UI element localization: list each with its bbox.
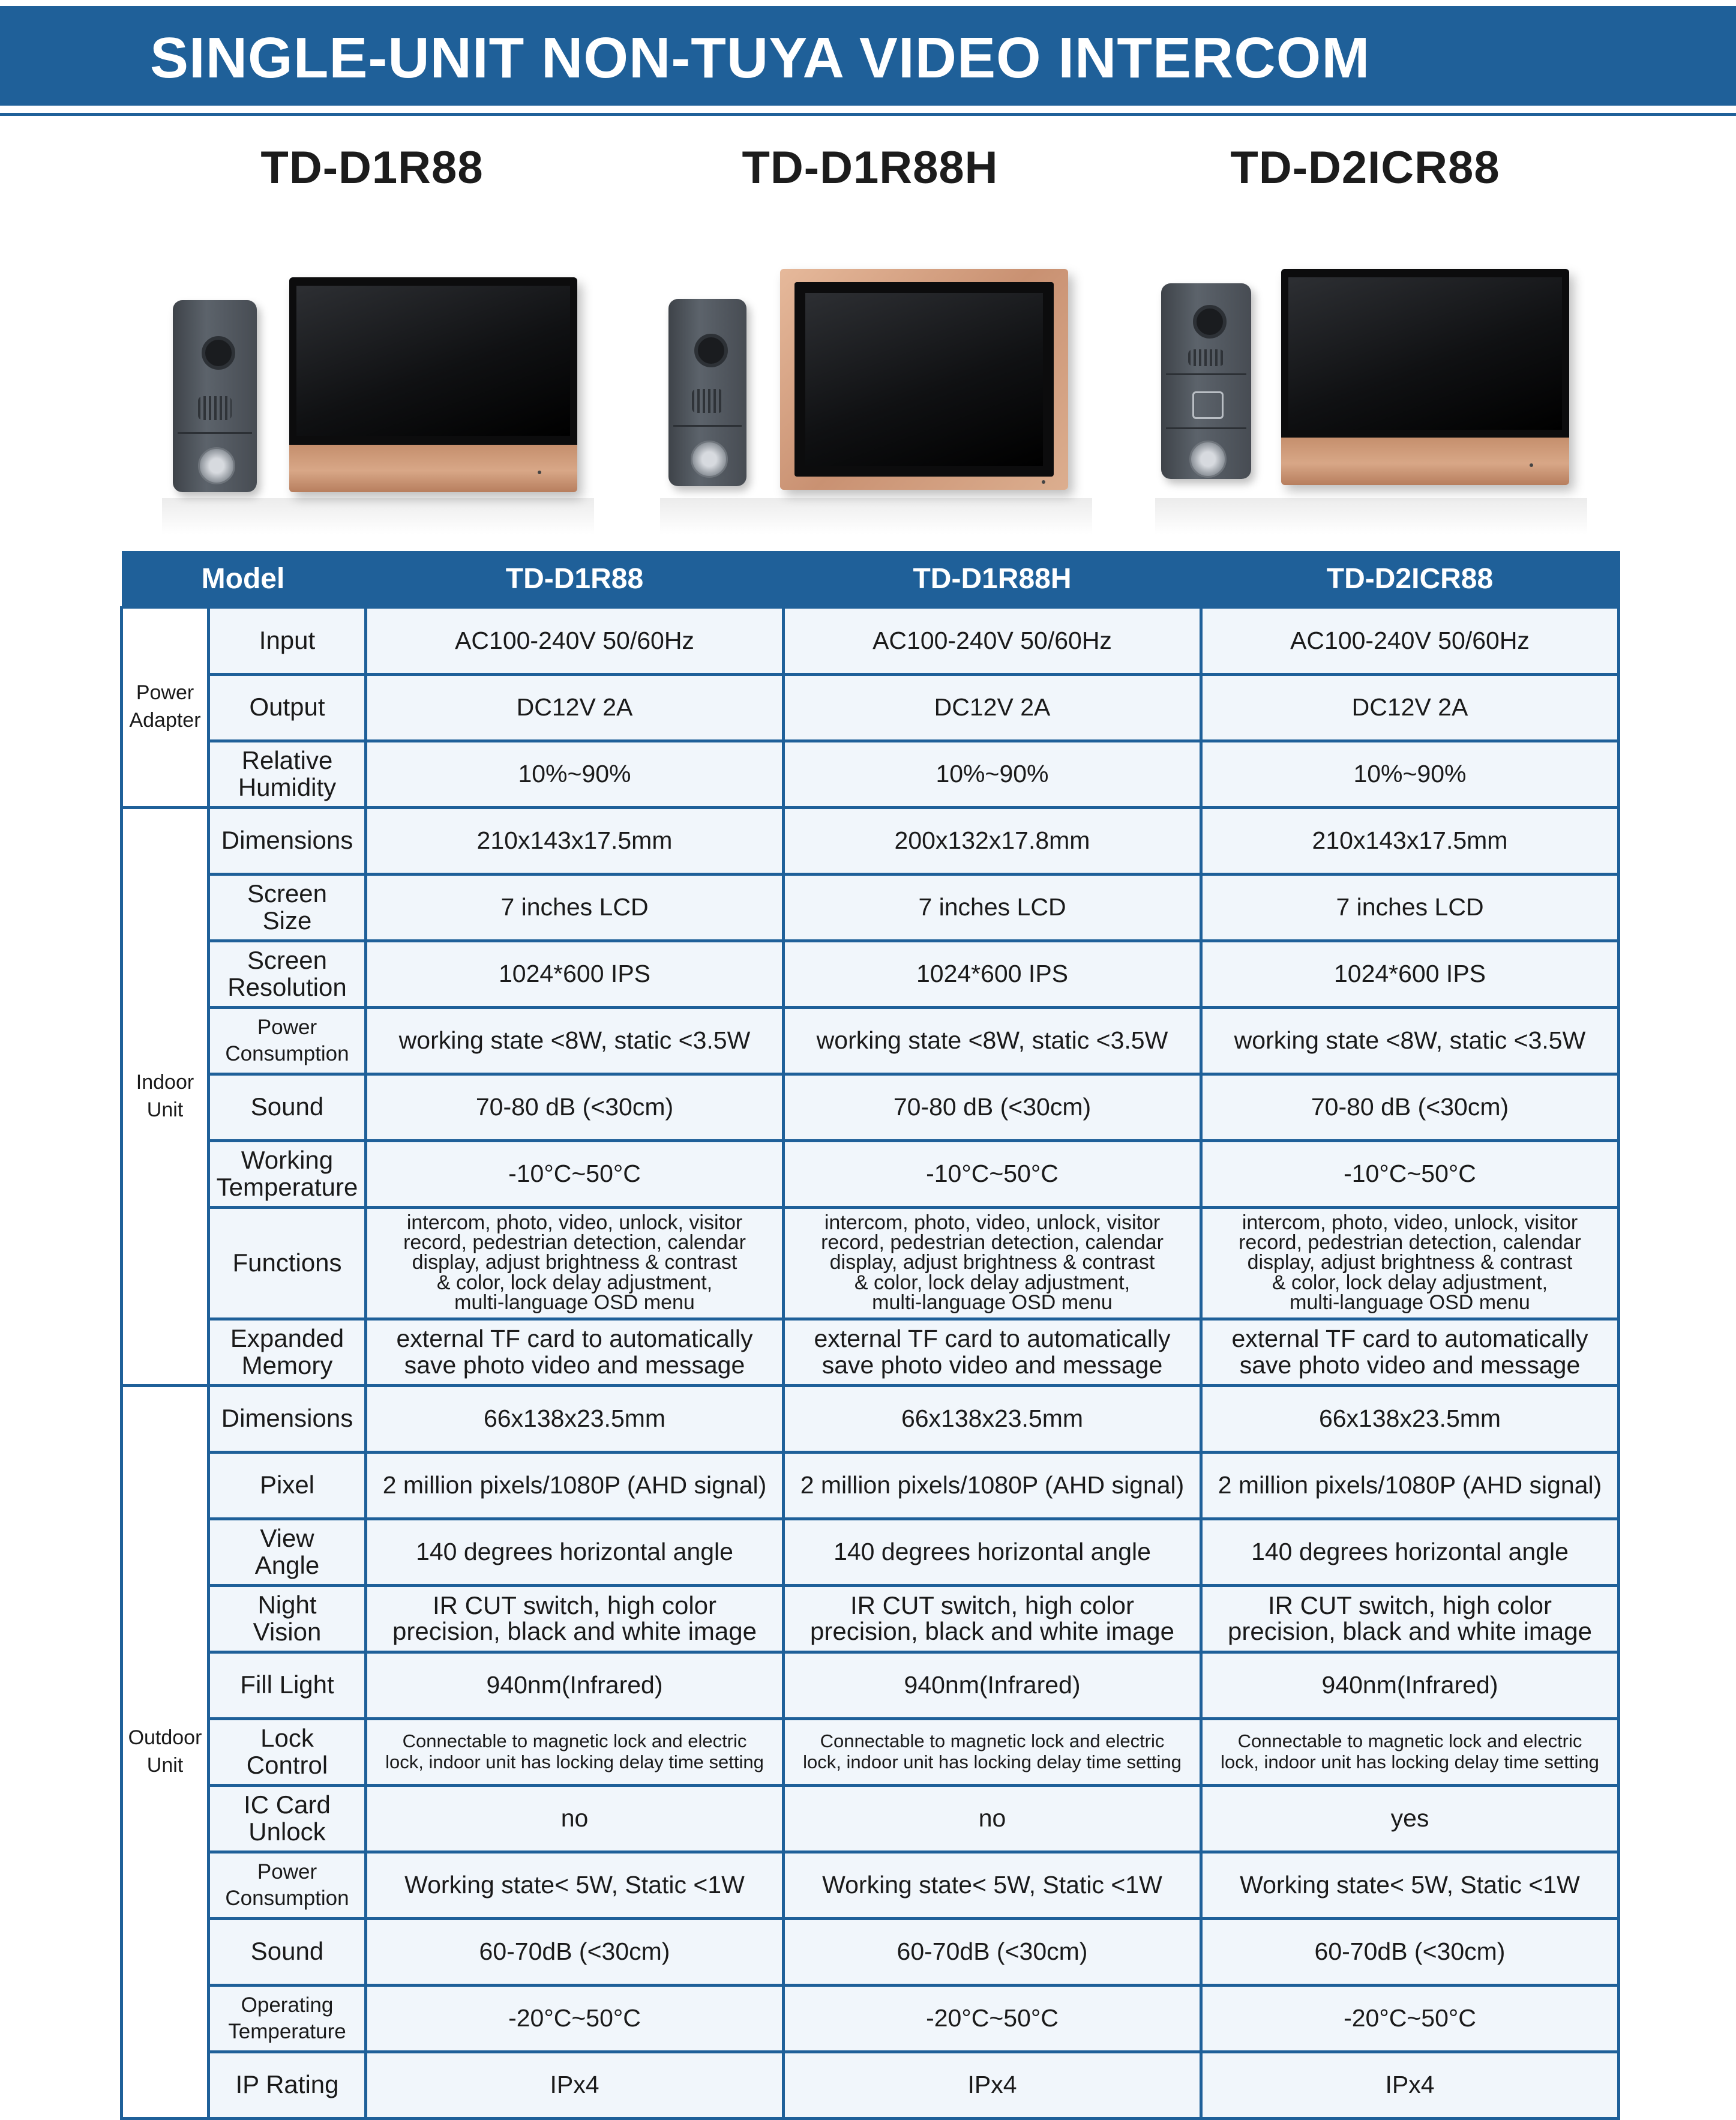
- table-cell: 70-80 dB (<30cm): [366, 1074, 784, 1140]
- table-cell: Working state< 5W, Static <1W: [784, 1852, 1201, 1918]
- table-cell: IR CUT switch, high color precision, black and white image: [366, 1585, 784, 1652]
- param-label: Sound: [209, 1918, 366, 1985]
- param-label: Operating Temperature: [209, 1985, 366, 2052]
- table-cell: working state <8W, static <3.5W: [366, 1007, 784, 1074]
- table-cell: 70-80 dB (<30cm): [784, 1074, 1201, 1140]
- table-cell: 210x143x17.5mm: [1201, 807, 1619, 874]
- table-row: [122, 874, 1619, 941]
- table-row: [122, 1452, 1619, 1519]
- call-button-icon: [198, 447, 235, 484]
- table-cell: 66x138x23.5mm: [366, 1385, 784, 1452]
- column-header: TD-D2ICR88: [1201, 551, 1619, 607]
- indoor-monitor: [780, 269, 1068, 490]
- table-cell: 1024*600 IPS: [1201, 941, 1619, 1007]
- table-cell: Working state< 5W, Static <1W: [366, 1852, 784, 1918]
- param-label: Dimensions: [209, 807, 366, 874]
- table-cell: -20°C~50°C: [1201, 1985, 1619, 2052]
- param-label: View Angle: [209, 1519, 366, 1585]
- param-label: Screen Size: [209, 874, 366, 941]
- column-header: TD-D1R88H: [784, 551, 1201, 607]
- table-row: [122, 1652, 1619, 1718]
- table-cell: 2 million pixels/1080P (AHD signal): [1201, 1452, 1619, 1519]
- product-image-3: [1155, 252, 1587, 534]
- param-label: Output: [209, 674, 366, 741]
- table-cell: Connectable to magnetic lock and electric lock, indoor unit has locking delay time setting: [1201, 1718, 1619, 1785]
- table-row: [122, 1140, 1619, 1207]
- table-cell: 60-70dB (<30cm): [1201, 1918, 1619, 1985]
- table-cell: 940nm(Infrared): [784, 1652, 1201, 1718]
- table-cell: external TF card to automatically save photo video and message: [366, 1319, 784, 1385]
- table-cell: 200x132x17.8mm: [784, 807, 1201, 874]
- table-cell: 60-70dB (<30cm): [784, 1918, 1201, 1985]
- table-cell: 10%~90%: [366, 741, 784, 807]
- param-label: Relative Humidity: [209, 741, 366, 807]
- table-cell: 66x138x23.5mm: [784, 1385, 1201, 1452]
- table-row: [122, 741, 1619, 807]
- table-cell: 2 million pixels/1080P (AHD signal): [366, 1452, 784, 1519]
- call-button-icon: [1189, 441, 1227, 478]
- table-cell: -10°C~50°C: [366, 1140, 784, 1207]
- table-row: [122, 1385, 1619, 1452]
- table-cell: 66x138x23.5mm: [1201, 1385, 1619, 1452]
- group-label: Power Adapter: [122, 607, 209, 807]
- call-button-icon: [691, 441, 728, 478]
- table-cell: 10%~90%: [1201, 741, 1619, 807]
- table-cell: -20°C~50°C: [366, 1985, 784, 2052]
- table-cell: 70-80 dB (<30cm): [1201, 1074, 1619, 1140]
- table-cell: 940nm(Infrared): [1201, 1652, 1619, 1718]
- table-cell: Connectable to magnetic lock and electric lock, indoor unit has locking delay time setting: [366, 1718, 784, 1785]
- table-row: [122, 941, 1619, 1007]
- page-title: SINGLE-UNIT NON-TUYA VIDEO INTERCOM: [150, 26, 1371, 90]
- param-label: Sound: [209, 1074, 366, 1140]
- table-cell: intercom, photo, video, unlock, visitor record, pedestrian detection, calendar display, adjust brightness & contrast & color, lock delay adjustment, multi-language OSD menu: [1201, 1207, 1619, 1319]
- table-row: [122, 1718, 1619, 1785]
- table-header-row: [122, 551, 1619, 607]
- camera-icon: [1193, 305, 1227, 339]
- table-row: [122, 1007, 1619, 1074]
- table-cell: external TF card to automatically save photo video and message: [784, 1319, 1201, 1385]
- table-cell: 1024*600 IPS: [784, 941, 1201, 1007]
- param-label: Night Vision: [209, 1585, 366, 1652]
- table-cell: no: [366, 1785, 784, 1852]
- table-cell: DC12V 2A: [1201, 674, 1619, 741]
- table-cell: AC100-240V 50/60Hz: [366, 607, 784, 674]
- indoor-monitor: [1281, 269, 1569, 485]
- table-cell: IPx4: [1201, 2052, 1619, 2118]
- param-label: Fill Light: [209, 1652, 366, 1718]
- table-cell: 210x143x17.5mm: [366, 807, 784, 874]
- table-cell: 10%~90%: [784, 741, 1201, 807]
- table-cell: Connectable to magnetic lock and electric lock, indoor unit has locking delay time setting: [784, 1718, 1201, 1785]
- table-cell: -20°C~50°C: [784, 1985, 1201, 2052]
- group-label: Outdoor Unit: [122, 1385, 209, 2118]
- table-row: [122, 1985, 1619, 2052]
- param-label: IP Rating: [209, 2052, 366, 2118]
- table-cell: intercom, photo, video, unlock, visitor record, pedestrian detection, calendar display, adjust brightness & contrast & color, lock delay adjustment, multi-language OSD menu: [784, 1207, 1201, 1319]
- param-label: Pixel: [209, 1452, 366, 1519]
- table-cell: working state <8W, static <3.5W: [1201, 1007, 1619, 1074]
- product-title-3: TD-D2ICR88: [1230, 142, 1500, 193]
- table-cell: 7 inches LCD: [1201, 874, 1619, 941]
- param-label: IC Card Unlock: [209, 1785, 366, 1852]
- product-image-2: [660, 252, 1092, 534]
- group-label: Indoor Unit: [122, 807, 209, 1385]
- table-cell: -10°C~50°C: [784, 1140, 1201, 1207]
- column-header: TD-D1R88: [366, 551, 784, 607]
- table-cell: no: [784, 1785, 1201, 1852]
- card-reader-icon: [1192, 391, 1224, 419]
- product-image-1: [162, 252, 594, 534]
- table-row: [122, 607, 1619, 674]
- table-cell: 140 degrees horizontal angle: [366, 1519, 784, 1585]
- product-title-2: TD-D1R88H: [742, 142, 999, 193]
- title-banner: [0, 6, 1736, 106]
- param-label: Lock Control: [209, 1718, 366, 1785]
- table-row: [122, 2052, 1619, 2118]
- table-row: [122, 1852, 1619, 1918]
- table-cell: 140 degrees horizontal angle: [784, 1519, 1201, 1585]
- table-row: [122, 807, 1619, 874]
- table-row: [122, 1519, 1619, 1585]
- camera-icon: [694, 334, 728, 367]
- param-label: Screen Resolution: [209, 941, 366, 1007]
- table-cell: -10°C~50°C: [1201, 1140, 1619, 1207]
- table-row: [122, 1585, 1619, 1652]
- table-row: [122, 674, 1619, 741]
- indoor-monitor: [289, 277, 577, 492]
- param-label: Working Temperature: [209, 1140, 366, 1207]
- param-label: Power Consumption: [209, 1852, 366, 1918]
- table-cell: IPx4: [366, 2052, 784, 2118]
- table-row: [122, 1207, 1619, 1319]
- camera-icon: [202, 336, 235, 370]
- table-cell: DC12V 2A: [366, 674, 784, 741]
- table-row: [122, 1074, 1619, 1140]
- column-header-model: Model: [122, 551, 366, 607]
- table-row: [122, 1319, 1619, 1385]
- table-cell: 2 million pixels/1080P (AHD signal): [784, 1452, 1201, 1519]
- table-cell: AC100-240V 50/60Hz: [784, 607, 1201, 674]
- banner-divider: [0, 113, 1736, 116]
- table-cell: intercom, photo, video, unlock, visitor record, pedestrian detection, calendar display, adjust brightness & contrast & color, lock delay adjustment, multi-language OSD menu: [366, 1207, 784, 1319]
- doorbell-unit: [173, 300, 257, 492]
- table-cell: 1024*600 IPS: [366, 941, 784, 1007]
- spec-table: [120, 551, 1620, 2120]
- table-cell: DC12V 2A: [784, 674, 1201, 741]
- table-cell: AC100-240V 50/60Hz: [1201, 607, 1619, 674]
- speaker-grille: [1188, 349, 1224, 366]
- param-label: Dimensions: [209, 1385, 366, 1452]
- table-cell: IPx4: [784, 2052, 1201, 2118]
- product-title-1: TD-D1R88: [260, 142, 484, 193]
- table-cell: external TF card to automatically save photo video and message: [1201, 1319, 1619, 1385]
- speaker-grille: [198, 396, 232, 420]
- speaker-grille: [692, 389, 723, 413]
- table-cell: IR CUT switch, high color precision, black and white image: [1201, 1585, 1619, 1652]
- table-row: [122, 1785, 1619, 1852]
- table-cell: Working state< 5W, Static <1W: [1201, 1852, 1619, 1918]
- doorbell-unit: [1161, 283, 1251, 479]
- param-label: Input: [209, 607, 366, 674]
- table-row: [122, 1918, 1619, 1985]
- table-cell: working state <8W, static <3.5W: [784, 1007, 1201, 1074]
- table-cell: 7 inches LCD: [784, 874, 1201, 941]
- doorbell-unit: [668, 299, 746, 486]
- table-cell: IR CUT switch, high color precision, black and white image: [784, 1585, 1201, 1652]
- param-label: Power Consumption: [209, 1007, 366, 1074]
- table-cell: 7 inches LCD: [366, 874, 784, 941]
- table-cell: yes: [1201, 1785, 1619, 1852]
- table-cell: 940nm(Infrared): [366, 1652, 784, 1718]
- table-cell: 140 degrees horizontal angle: [1201, 1519, 1619, 1585]
- param-label: Expanded Memory: [209, 1319, 366, 1385]
- param-label: Functions: [209, 1207, 366, 1319]
- table-cell: 60-70dB (<30cm): [366, 1918, 784, 1985]
